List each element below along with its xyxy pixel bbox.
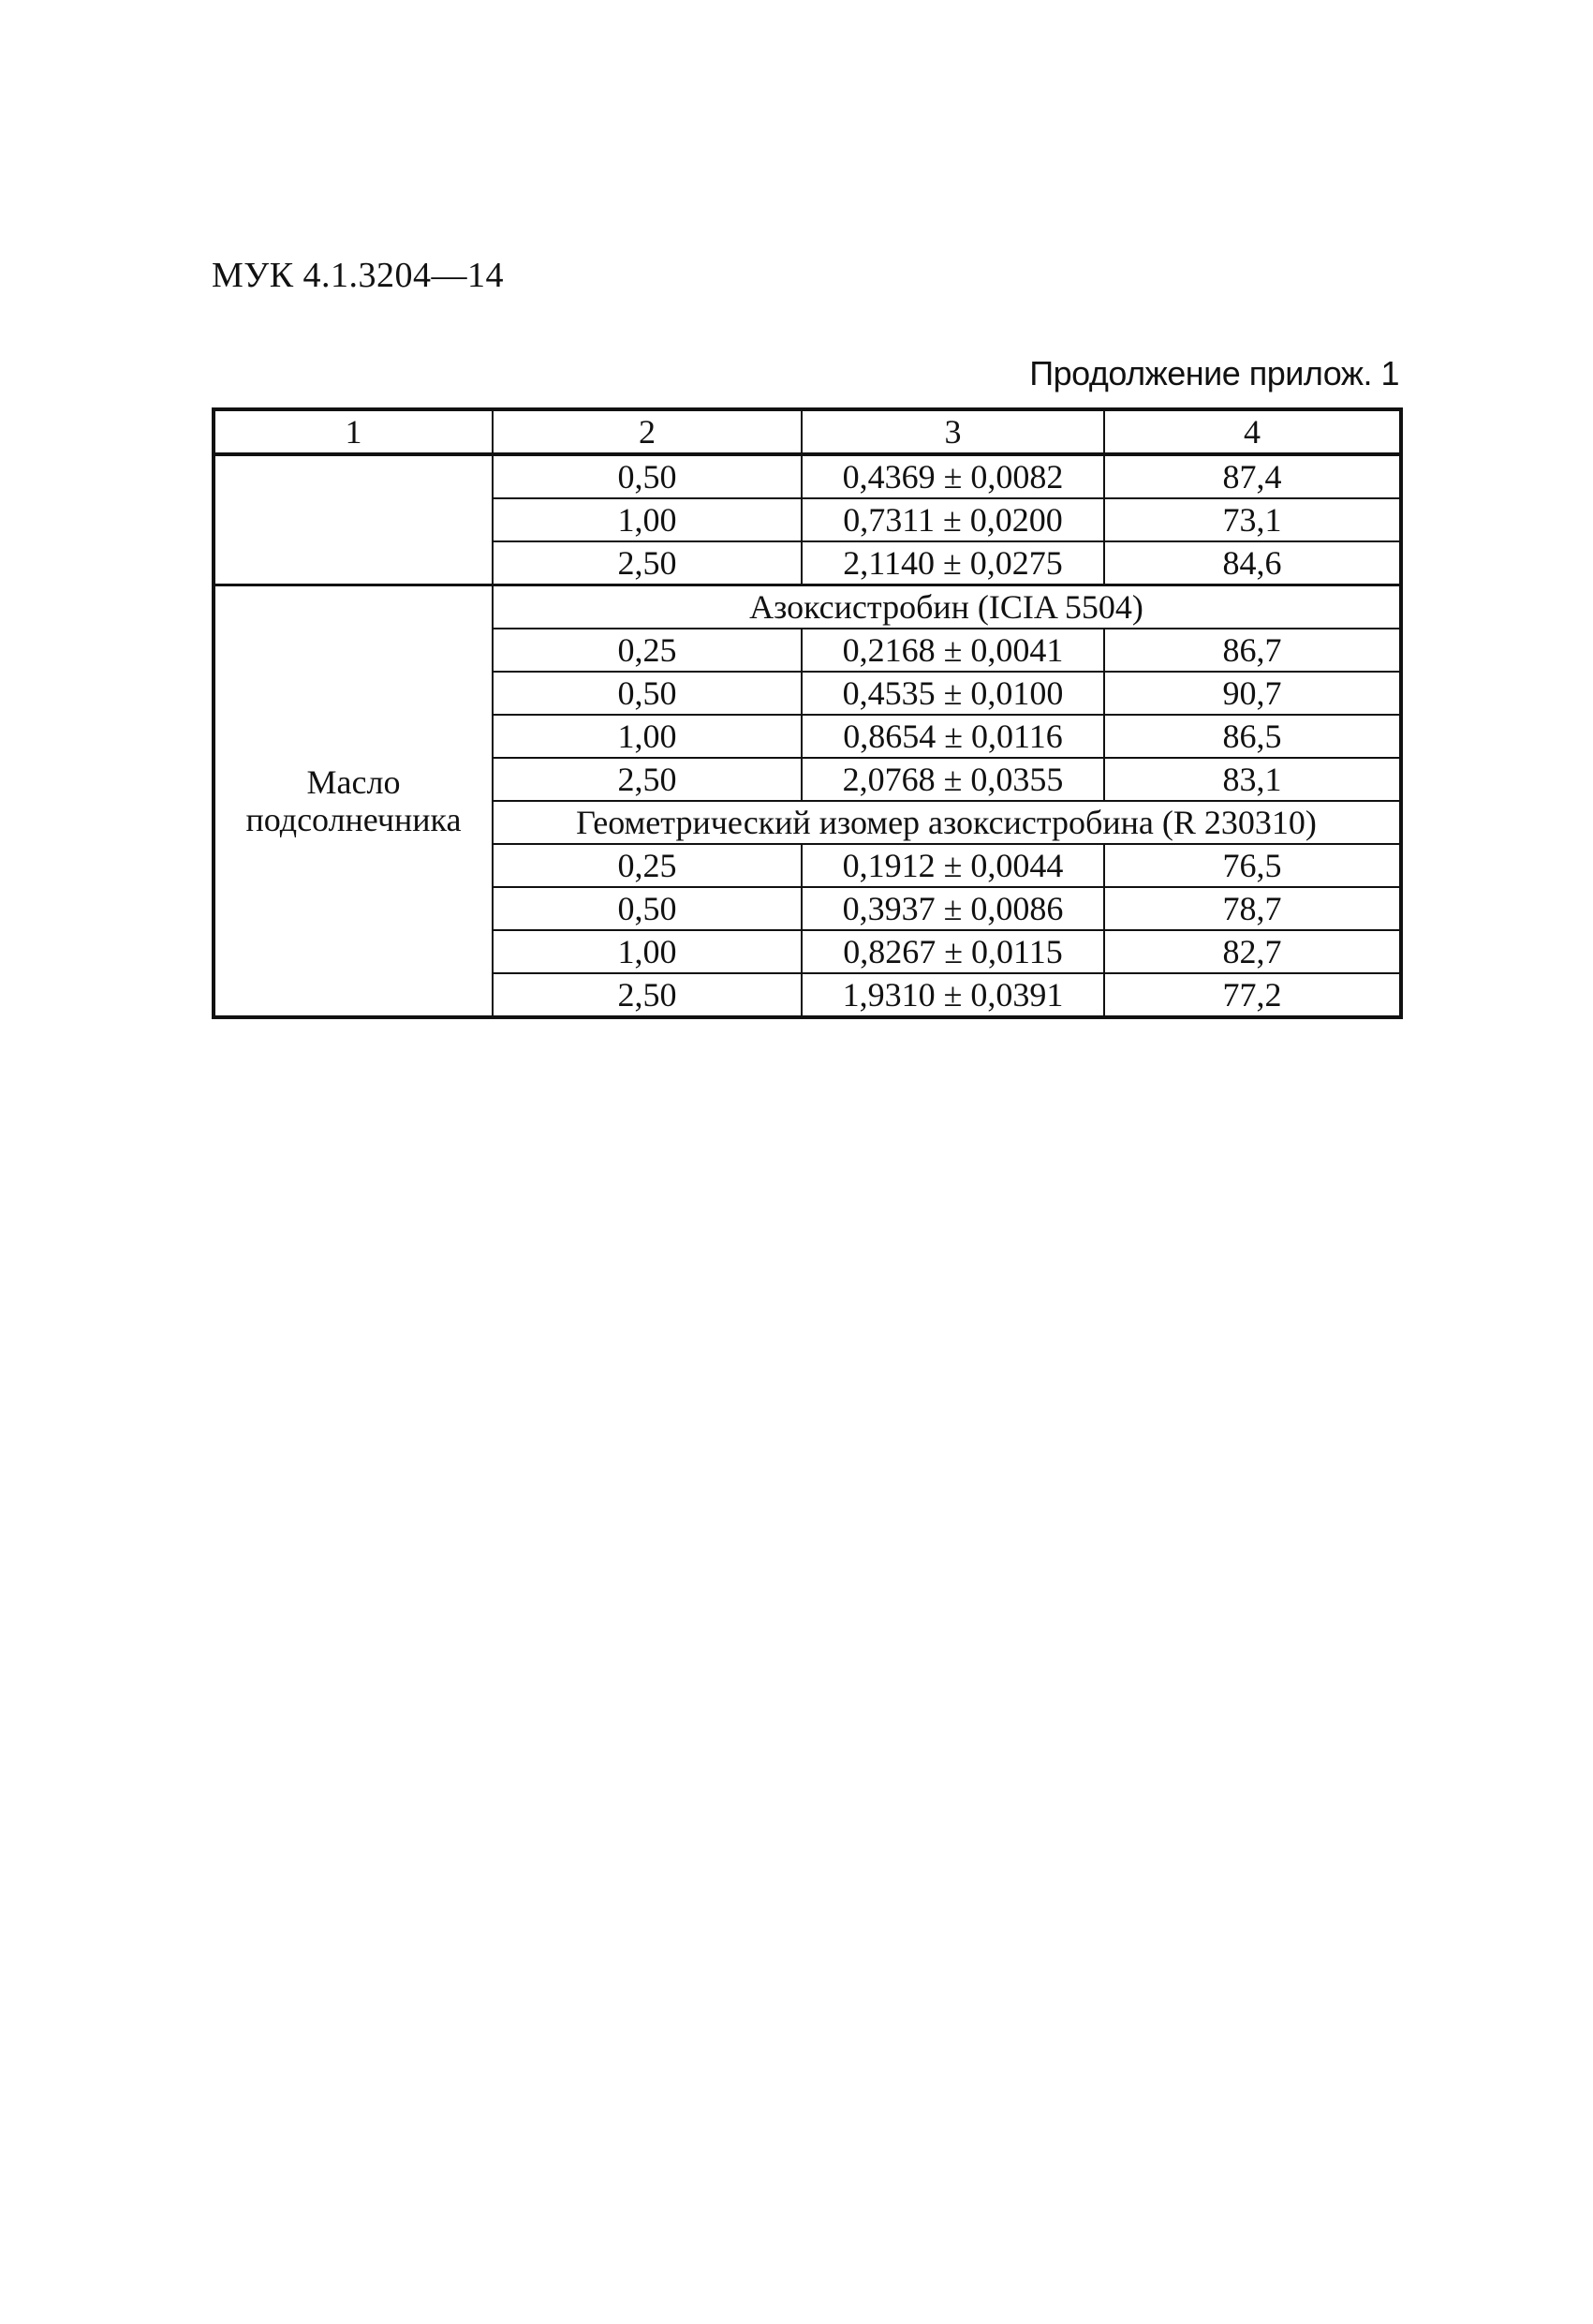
cell-concentration: 0,50 [493, 887, 802, 930]
cell-recovery: 76,5 [1104, 844, 1401, 887]
results-table [212, 407, 1403, 1019]
cell-concentration: 0,50 [493, 672, 802, 715]
column-header-1: 1 [214, 409, 493, 454]
cell-recovery: 77,2 [1104, 973, 1401, 1017]
cell-concentration: 0,25 [493, 844, 802, 887]
cell-found: 0,3937 ± 0,0086 [802, 887, 1104, 930]
cell-concentration: 2,50 [493, 541, 802, 585]
cell-recovery: 84,6 [1104, 541, 1401, 585]
results-table-container [212, 407, 1399, 1019]
cell-concentration: 2,50 [493, 973, 802, 1017]
cell-concentration: 1,00 [493, 930, 802, 973]
document-code: МУК 4.1.3204—14 [212, 256, 505, 295]
section-title-row [214, 585, 1401, 629]
cell-found: 2,0768 ± 0,0355 [802, 758, 1104, 801]
group-label-line2: подсолнечника [245, 801, 462, 838]
cell-found: 0,7311 ± 0,0200 [802, 498, 1104, 541]
cell-recovery: 78,7 [1104, 887, 1401, 930]
table-row [214, 454, 1401, 498]
cell-recovery: 90,7 [1104, 672, 1401, 715]
group-label-line1: Масло [306, 763, 401, 801]
cell-found: 1,9310 ± 0,0391 [802, 973, 1104, 1017]
cell-recovery: 87,4 [1104, 454, 1401, 498]
column-header-4: 4 [1104, 409, 1401, 454]
cell-found: 0,8267 ± 0,0115 [802, 930, 1104, 973]
cell-recovery: 83,1 [1104, 758, 1401, 801]
cell-found: 2,1140 ± 0,0275 [802, 541, 1104, 585]
section-title-isomer: Геометрический изомер азоксистробина (R 230310) [493, 801, 1401, 844]
cell-recovery: 86,7 [1104, 629, 1401, 672]
cell-found: 0,1912 ± 0,0044 [802, 844, 1104, 887]
cell-found: 0,2168 ± 0,0041 [802, 629, 1104, 672]
group-label-cell [214, 585, 493, 1018]
cell-found: 0,4535 ± 0,0100 [802, 672, 1104, 715]
cell-concentration: 0,25 [493, 629, 802, 672]
cell-recovery: 73,1 [1104, 498, 1401, 541]
section-title-azoxystrobin: Азоксистробин (ICIA 5504) [493, 585, 1401, 629]
continuation-label: Продолжение прилож. 1 [1029, 354, 1399, 392]
cell-found: 0,8654 ± 0,0116 [802, 715, 1104, 758]
cell-recovery: 86,5 [1104, 715, 1401, 758]
table-header-row [214, 409, 1401, 454]
column-header-2: 2 [493, 409, 802, 454]
cell-concentration: 2,50 [493, 758, 802, 801]
cell-found: 0,4369 ± 0,0082 [802, 454, 1104, 498]
cell-concentration: 1,00 [493, 715, 802, 758]
column-header-3: 3 [802, 409, 1104, 454]
cell-concentration: 0,50 [493, 454, 802, 498]
group-label-cell [214, 454, 493, 585]
cell-recovery: 82,7 [1104, 930, 1401, 973]
cell-concentration: 1,00 [493, 498, 802, 541]
